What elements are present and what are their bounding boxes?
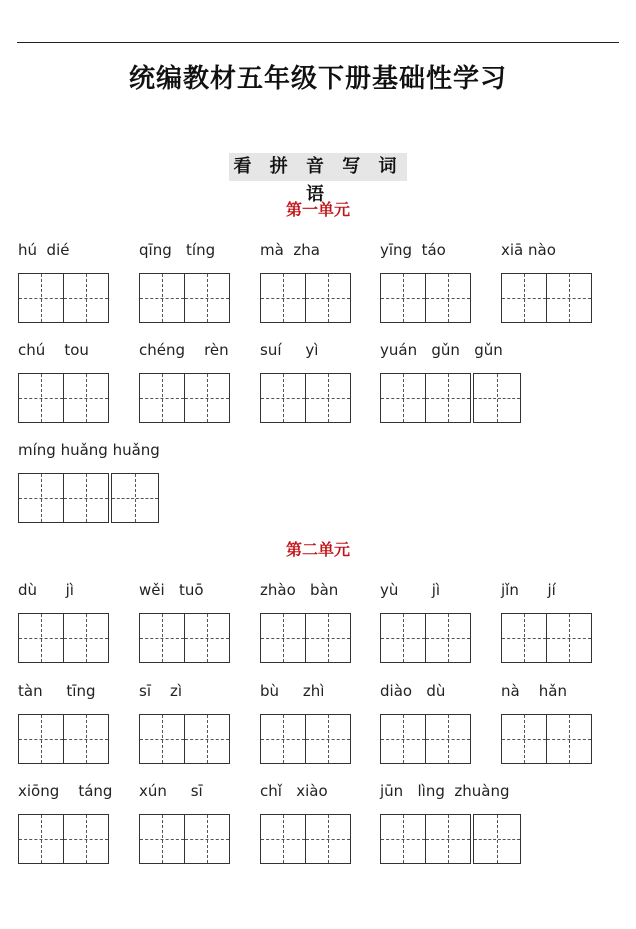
pinyin-label: jǐn jí <box>501 581 556 599</box>
pinyin-label: tàn tīng <box>18 682 96 700</box>
writing-boxes <box>18 814 109 864</box>
tianzige-box[interactable] <box>380 273 426 323</box>
pinyin-label: xún sī <box>139 782 203 800</box>
tianzige-box[interactable] <box>260 814 306 864</box>
tianzige-box[interactable] <box>260 373 306 423</box>
writing-boxes <box>18 273 109 323</box>
writing-boxes <box>18 373 109 423</box>
pinyin-label: bù zhì <box>260 682 325 700</box>
tianzige-box[interactable] <box>546 714 592 764</box>
tianzige-box[interactable] <box>63 714 109 764</box>
tianzige-box[interactable] <box>380 714 426 764</box>
pinyin-label: hú dié <box>18 241 70 259</box>
pinyin-label: chǐ xiào <box>260 782 328 800</box>
tianzige-box[interactable] <box>305 814 351 864</box>
writing-boxes <box>260 273 351 323</box>
tianzige-box[interactable] <box>425 714 471 764</box>
pinyin-label: míng huǎng huǎng <box>18 441 160 459</box>
tianzige-box[interactable] <box>18 473 64 523</box>
writing-boxes <box>18 473 159 523</box>
tianzige-box[interactable] <box>546 273 592 323</box>
pinyin-label: zhào bàn <box>260 581 339 599</box>
tianzige-box[interactable] <box>380 613 426 663</box>
writing-boxes <box>380 273 471 323</box>
writing-boxes <box>260 373 351 423</box>
writing-boxes <box>380 613 471 663</box>
unit-label-2: 第二单元 <box>285 540 350 559</box>
tianzige-box[interactable] <box>184 373 230 423</box>
tianzige-box[interactable] <box>184 814 230 864</box>
writing-boxes <box>260 814 351 864</box>
tianzige-box[interactable] <box>380 373 426 423</box>
writing-boxes <box>501 714 592 764</box>
tianzige-box[interactable] <box>260 613 306 663</box>
tianzige-box[interactable] <box>139 373 185 423</box>
writing-boxes <box>501 273 592 323</box>
writing-boxes <box>139 613 230 663</box>
tianzige-box[interactable] <box>63 613 109 663</box>
page-title: 统编教材五年级下册基础性学习 <box>128 64 507 94</box>
pinyin-label: diào dù <box>380 682 446 700</box>
tianzige-box[interactable] <box>18 814 64 864</box>
pinyin-label: chéng rèn <box>139 341 229 359</box>
tianzige-box[interactable] <box>63 473 109 523</box>
tianzige-box[interactable] <box>63 273 109 323</box>
pinyin-label: jūn lìng zhuàng <box>380 782 510 800</box>
tianzige-box[interactable] <box>184 273 230 323</box>
tianzige-box[interactable] <box>305 613 351 663</box>
writing-boxes <box>139 714 230 764</box>
pinyin-label: mà zha <box>260 241 320 259</box>
section-heading: 看 拼 音 写 词 语 <box>229 153 407 181</box>
top-rule <box>17 42 619 43</box>
pinyin-label: wěi tuō <box>139 581 204 599</box>
tianzige-box[interactable] <box>184 714 230 764</box>
writing-boxes <box>18 613 109 663</box>
tianzige-box[interactable] <box>63 814 109 864</box>
tianzige-box[interactable] <box>380 814 426 864</box>
tianzige-box[interactable] <box>305 714 351 764</box>
pinyin-label: xiōng táng <box>18 782 113 800</box>
tianzige-box[interactable] <box>184 613 230 663</box>
tianzige-box[interactable] <box>18 373 64 423</box>
writing-boxes <box>380 814 521 864</box>
writing-boxes <box>501 613 592 663</box>
tianzige-box[interactable] <box>425 613 471 663</box>
pinyin-label: nà hǎn <box>501 682 567 700</box>
writing-boxes <box>260 613 351 663</box>
tianzige-box[interactable] <box>501 273 547 323</box>
tianzige-box[interactable] <box>18 714 64 764</box>
writing-boxes <box>18 714 109 764</box>
pinyin-label: yīng táo <box>380 241 446 259</box>
tianzige-box[interactable] <box>260 714 306 764</box>
tianzige-box[interactable] <box>305 373 351 423</box>
tianzige-box[interactable] <box>425 373 471 423</box>
tianzige-box[interactable] <box>63 373 109 423</box>
writing-boxes <box>260 714 351 764</box>
tianzige-box[interactable] <box>425 273 471 323</box>
writing-boxes <box>380 714 471 764</box>
writing-boxes <box>380 373 521 423</box>
tianzige-box[interactable] <box>139 613 185 663</box>
writing-boxes <box>139 273 230 323</box>
tianzige-box[interactable] <box>260 273 306 323</box>
tianzige-box[interactable] <box>501 613 547 663</box>
tianzige-box[interactable] <box>425 814 471 864</box>
pinyin-label: qīng tíng <box>139 241 216 259</box>
tianzige-box[interactable] <box>139 273 185 323</box>
tianzige-box[interactable] <box>139 814 185 864</box>
tianzige-box[interactable] <box>473 373 521 423</box>
pinyin-label: yù jì <box>380 581 441 599</box>
unit-label-1: 第一单元 <box>285 200 350 219</box>
pinyin-label: yuán gǔn gǔn <box>380 341 503 359</box>
tianzige-box[interactable] <box>18 273 64 323</box>
pinyin-label: suí yì <box>260 341 319 359</box>
pinyin-label: chú tou <box>18 341 89 359</box>
pinyin-label: xiā nào <box>501 241 556 259</box>
tianzige-box[interactable] <box>18 613 64 663</box>
pinyin-label: dù jì <box>18 581 74 599</box>
tianzige-box[interactable] <box>473 814 521 864</box>
tianzige-box[interactable] <box>546 613 592 663</box>
writing-boxes <box>139 814 230 864</box>
pinyin-label: sī zì <box>139 682 183 700</box>
writing-boxes <box>139 373 230 423</box>
tianzige-box[interactable] <box>139 714 185 764</box>
tianzige-box[interactable] <box>305 273 351 323</box>
tianzige-box[interactable] <box>111 473 159 523</box>
tianzige-box[interactable] <box>501 714 547 764</box>
